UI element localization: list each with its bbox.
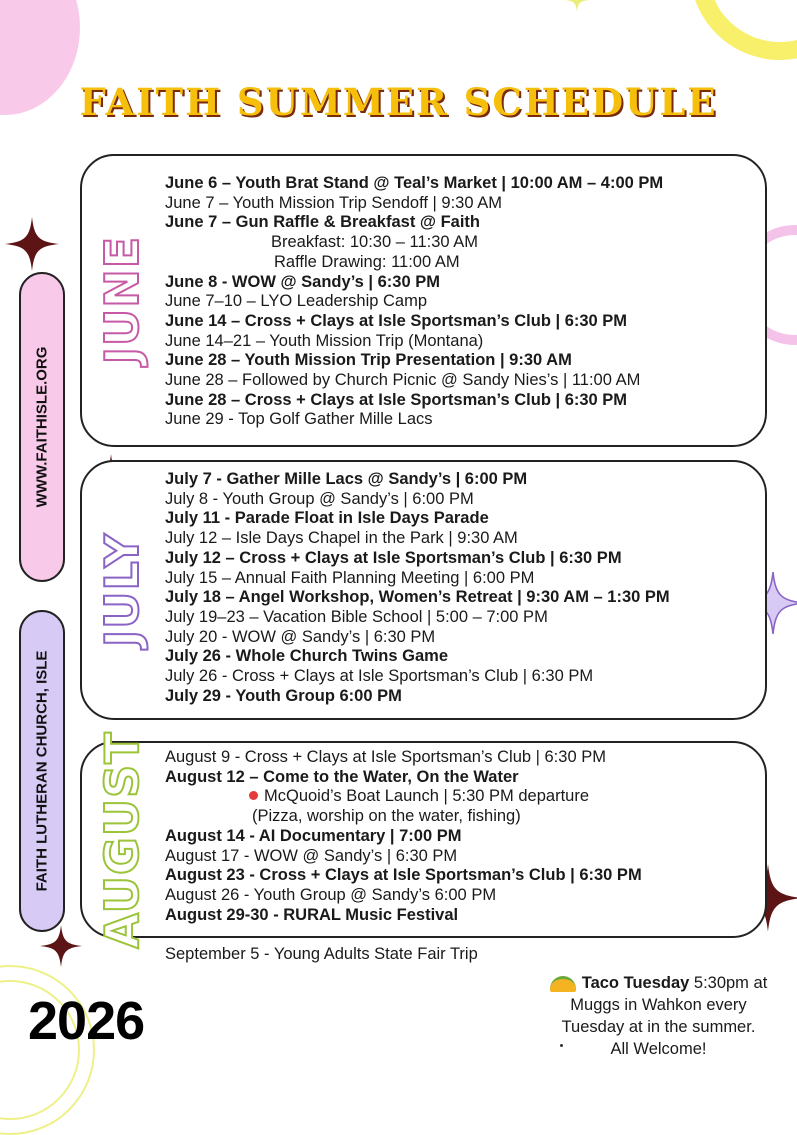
june-event-list xyxy=(165,174,663,430)
taco-icon xyxy=(550,976,576,992)
event-item: June 28 – Cross + Clays at Isle Sportsman’s Club | 6:30 PM xyxy=(165,390,628,409)
event-item: July 15 – Annual Faith Planning Meeting | 6:00 PM xyxy=(165,568,535,587)
taco-line: Muggs in Wahkon every xyxy=(570,996,747,1014)
event-item: June 14–21 – Youth Mission Trip (Montana) xyxy=(165,331,484,350)
event-item: July 29 - Youth Group 6:00 PM xyxy=(165,686,402,705)
event-item: June 29 - Top Golf Gather Mille Lacs xyxy=(165,410,433,429)
website-pill xyxy=(19,272,65,582)
event-detail: (Pizza, worship on the water, fishing) xyxy=(252,807,521,826)
event-item: August 17 - WOW @ Sandy’s | 6:30 PM xyxy=(165,846,458,865)
event-item: June 7 – Gun Raffle & Breakfast @ Faith xyxy=(165,213,480,232)
event-item: June 28 – Youth Mission Trip Presentation | 9:30 AM xyxy=(165,351,572,370)
event-item: July 18 – Angel Workshop, Women’s Retreat | 9:30 AM – 1:30 PM xyxy=(165,588,670,607)
sparkle-icon xyxy=(565,0,589,12)
event-item: June 14 – Cross + Clays at Isle Sportsman’s Club | 6:30 PM xyxy=(165,311,628,330)
event-item: July 19–23 – Vacation Bible School | 5:00 – 7:00 PM xyxy=(165,607,548,626)
event-detail xyxy=(165,787,642,807)
month-label-june: JUNE xyxy=(95,235,149,365)
event-item: July 26 - Cross + Clays at Isle Sportsman’s Club | 6:30 PM xyxy=(165,667,594,686)
month-label-august: AUGUST xyxy=(95,731,149,949)
event-item: July 12 – Isle Days Chapel in the Park | 9:30 AM xyxy=(165,529,518,548)
event-item: June 7–10 – LYO Leadership Camp xyxy=(165,292,428,311)
event-item: July 11 - Parade Float in Isle Days Parade xyxy=(165,509,489,528)
event-detail-text: McQuoid’s Boat Launch | 5:30 PM departure xyxy=(264,787,590,806)
taco-line: Tuesday at in the summer. xyxy=(561,1018,756,1036)
event-item: June 8 - WOW @ Sandy’s | 6:30 PM xyxy=(165,272,440,291)
event-item: August 29-30 - RURAL Music Festival xyxy=(165,905,459,924)
august-event-list xyxy=(165,748,642,925)
location-pin-icon xyxy=(249,791,258,800)
taco-line: All Welcome! xyxy=(610,1040,707,1058)
july-event-list xyxy=(165,470,670,706)
dot-decoration xyxy=(560,1044,563,1047)
event-item: July 26 - Whole Church Twins Game xyxy=(165,647,448,666)
event-item: August 23 - Cross + Clays at Isle Sportsman’s Club | 6:30 PM xyxy=(165,866,642,885)
church-name-label: FAITH LUTHERAN CHURCH, ISLE xyxy=(33,650,51,892)
september-event: September 5 - Young Adults State Fair Trip xyxy=(165,945,478,963)
website-label: WWW.FAITHISLE.ORG xyxy=(33,346,51,508)
year-label: 2026 xyxy=(28,991,145,1051)
event-item: July 12 – Cross + Clays at Isle Sportsman’s Club | 6:30 PM xyxy=(165,548,622,567)
taco-heading: Taco Tuesday xyxy=(581,974,690,992)
event-item: July 8 - Youth Group @ Sandy’s | 6:00 PM xyxy=(165,489,474,508)
event-item: August 12 – Come to the Water, On the Water xyxy=(165,767,519,786)
event-item: June 28 – Followed by Church Picnic @ Sandy Nies’s | 11:00 AM xyxy=(165,371,641,390)
yellow-ring-decoration xyxy=(690,0,797,60)
event-detail: Breakfast: 10:30 – 11:30 AM xyxy=(271,233,478,252)
event-item: August 9 - Cross + Clays at Isle Sportsman’s Club | 6:30 PM xyxy=(165,748,606,766)
event-item: July 7 - Gather Mille Lacs @ Sandy’s | 6:00 PM xyxy=(165,470,528,488)
church-name-pill xyxy=(19,610,65,932)
event-item: July 20 - WOW @ Sandy’s | 6:30 PM xyxy=(165,627,436,646)
event-item: August 14 - AI Documentary | 7:00 PM xyxy=(165,826,462,845)
taco-line: 5:30pm at xyxy=(689,974,768,992)
page-title: FAITH SUMMER SCHEDULE xyxy=(79,80,718,124)
event-item: June 7 – Youth Mission Trip Sendoff | 9:30 AM xyxy=(165,193,502,212)
month-label-july: JULY xyxy=(95,533,149,647)
sparkle-icon xyxy=(5,214,59,274)
event-item: June 6 – Youth Brat Stand @ Teal’s Market | 10:00 AM – 4:00 PM xyxy=(165,174,664,192)
event-detail: Raffle Drawing: 11:00 AM xyxy=(274,252,460,271)
event-item: August 26 - Youth Group @ Sandy’s 6:00 PM xyxy=(165,885,497,904)
